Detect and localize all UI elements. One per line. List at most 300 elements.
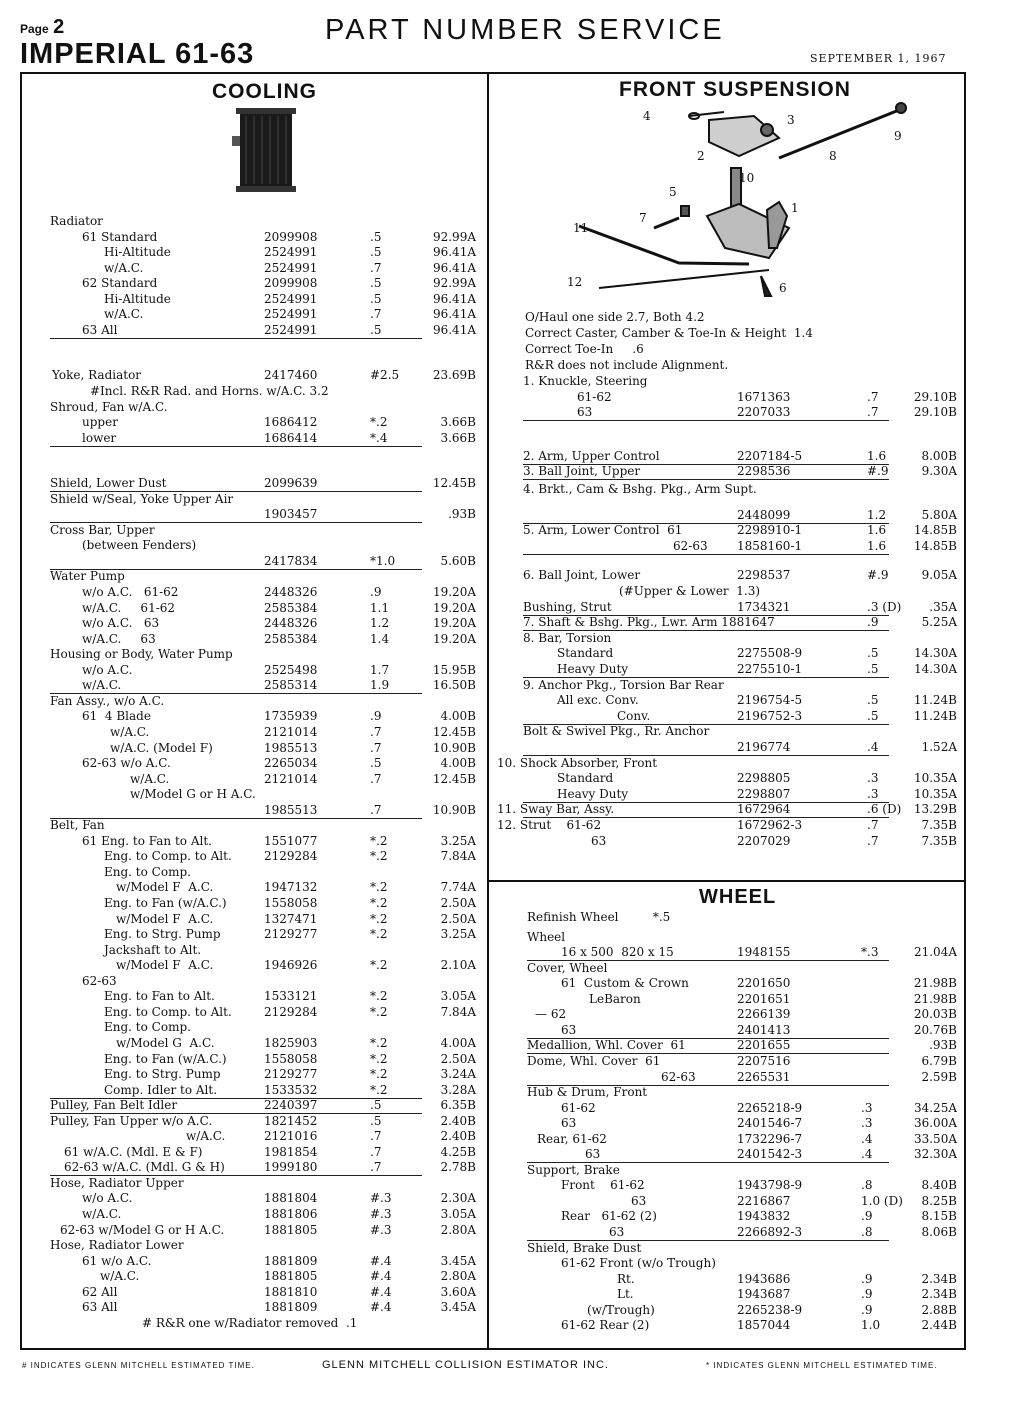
item-description: Hi-Altitude — [104, 245, 171, 260]
table-row — [30, 1145, 482, 1160]
price: 14.30A — [913, 662, 957, 676]
price: 2.30A — [440, 1191, 476, 1206]
part-number: 1734321 — [737, 599, 791, 614]
price: 8.00B — [921, 448, 957, 463]
item-description: Standard — [557, 771, 614, 786]
table-row — [497, 631, 959, 646]
price: 10.90B — [432, 802, 476, 817]
part-number: 1551077 — [264, 833, 318, 848]
table-row — [497, 508, 959, 523]
table-row — [30, 1020, 482, 1035]
table-row — [497, 1287, 959, 1302]
table-row — [30, 927, 482, 942]
part-number: 2298807 — [737, 786, 791, 801]
front-suspension-title: FRONT SUSPENSION — [619, 78, 851, 101]
part-number: 2207029 — [737, 833, 791, 848]
price: 6.79B — [921, 1053, 957, 1068]
labor-time: .5 — [370, 245, 382, 260]
table-row — [497, 1085, 959, 1100]
part-number: 1943832 — [737, 1209, 791, 1224]
table-row — [497, 802, 959, 817]
table-row — [30, 865, 482, 880]
part-number: 2266892-3 — [737, 1225, 803, 1239]
labor-time: .5 — [370, 229, 382, 244]
table-row — [497, 1241, 959, 1256]
table-row — [30, 834, 482, 849]
table-row — [497, 834, 959, 849]
labor-time: .9 — [861, 1302, 873, 1317]
table-row — [30, 569, 482, 584]
item-description: Eng. to Fan (w/A.C.) — [104, 896, 227, 910]
labor-time: #.4 — [370, 1253, 392, 1268]
labor-time: #.3 — [370, 1191, 392, 1206]
table-row — [30, 1300, 482, 1315]
item-description: Eng. to Fan to Alt. — [104, 989, 215, 1004]
part-number: 2121014 — [264, 771, 318, 786]
price: 8.15B — [921, 1209, 957, 1224]
table-row — [497, 646, 959, 661]
table-row — [30, 415, 482, 430]
item-description: 62 All — [82, 1284, 118, 1299]
table-row — [30, 912, 482, 927]
item-description: Wheel — [527, 929, 566, 944]
table-row — [30, 803, 482, 818]
table-row — [30, 678, 482, 693]
table-row — [497, 1303, 959, 1318]
table-row — [30, 989, 482, 1004]
part-number: 1732296-7 — [737, 1131, 803, 1146]
part-number: 2207184-5 — [737, 448, 803, 463]
item-description: — 62 — [535, 1007, 567, 1022]
item-description: 61-62 Rear (2) — [561, 1318, 650, 1333]
part-number: 2524991 — [264, 307, 318, 322]
item-description: Support, Brake — [527, 1162, 620, 1177]
part-number: 2099639 — [264, 476, 318, 491]
item-description: 16 x 500 820 x 15 — [561, 945, 674, 960]
price: 21.04A — [913, 945, 957, 960]
item-description: Eng. to Strg. Pump — [104, 1067, 221, 1082]
table-row — [497, 374, 959, 389]
part-number: 1857044 — [737, 1318, 791, 1333]
item-description: Heavy Duty — [557, 662, 629, 676]
table-row — [30, 1129, 482, 1144]
item-description: 61 Custom & Crown — [561, 976, 689, 991]
part-number: 1327471 — [264, 911, 318, 926]
price: 5.25A — [921, 615, 957, 630]
item-description: Bolt & Swivel Pkg., Rr. Anchor — [523, 724, 710, 739]
labor-time: .4 — [861, 1131, 873, 1146]
callout-5: 5 — [669, 185, 677, 199]
table-row — [30, 307, 482, 322]
table-row — [30, 616, 482, 631]
item-description: Water Pump — [50, 569, 125, 584]
price: 2.80A — [440, 1269, 476, 1284]
part-number: 1881804 — [264, 1191, 318, 1206]
part-number: 2129277 — [264, 1067, 318, 1082]
price: 20.03B — [913, 1007, 957, 1022]
part-number: 1943798-9 — [737, 1178, 803, 1193]
labor-time: 1.6 — [867, 448, 887, 463]
price: 36.00A — [913, 1116, 957, 1131]
part-number: 2196752-3 — [737, 708, 803, 723]
labor-time: .6 (D) — [867, 802, 902, 817]
row-underline — [523, 554, 889, 555]
part-number: 1948155 — [737, 945, 791, 960]
item-description: (#Upper & Lower 1.3) — [619, 584, 761, 598]
price: 7.84A — [440, 849, 476, 864]
front-suspension-note: O/Haul one side 2.7, Both 4.2 — [525, 310, 705, 324]
labor-time: 1.0 (D) — [861, 1193, 903, 1208]
part-number: 1881805 — [264, 1222, 318, 1237]
table-row — [497, 615, 959, 630]
item-description: 4. Brkt., Cam & Bshg. Pkg., Arm Supt. — [523, 482, 757, 496]
part-number: 2298537 — [737, 568, 791, 583]
item-description: 63 — [591, 833, 607, 848]
item-description: 63 — [577, 405, 593, 420]
item-description: 62-63 — [661, 1069, 696, 1084]
price: 2.88B — [921, 1302, 957, 1317]
item-description: Eng. to Fan (w/A.C.) — [104, 1051, 227, 1066]
part-number: 2448326 — [264, 616, 318, 631]
part-number: 1943686 — [737, 1271, 791, 1286]
item-description: 62-63 w/o A.C. — [82, 756, 171, 771]
table-row — [497, 449, 959, 464]
labor-time: *.2 — [370, 880, 388, 895]
item-description: 61-62 Front (w/o Trough) — [561, 1256, 716, 1271]
table-row — [30, 663, 482, 678]
item-description: 62 Standard — [82, 276, 158, 291]
table-row — [497, 1132, 959, 1147]
item-description: Radiator — [50, 214, 103, 228]
table-row — [30, 709, 482, 724]
labor-time: #.4 — [370, 1300, 392, 1315]
item-description: Rear 61-62 (2) — [561, 1209, 657, 1224]
price: 6.35B — [440, 1098, 476, 1113]
item-description: w/o A.C. — [82, 662, 133, 677]
table-row — [497, 724, 959, 739]
part-number: 1858160-1 — [737, 538, 803, 553]
part-number: 2099908 — [264, 276, 318, 291]
row-underline — [50, 338, 422, 339]
price: 34.25A — [913, 1100, 957, 1115]
table-row — [30, 1005, 482, 1020]
table-row — [497, 961, 959, 976]
labor-time: .5 — [370, 756, 382, 771]
labor-time: *.2 — [370, 833, 388, 848]
table-row — [497, 1178, 959, 1193]
part-number: 2201651 — [737, 991, 791, 1006]
table-row — [30, 507, 482, 522]
part-number: 2201650 — [737, 976, 791, 991]
table-row — [30, 1223, 482, 1238]
item-description: 6. Ball Joint, Lower — [523, 568, 641, 583]
table-row — [30, 554, 482, 569]
labor-time: .7 — [370, 771, 382, 786]
table-row — [30, 1160, 482, 1175]
table-row — [497, 1194, 959, 1209]
price: 10.35A — [913, 771, 957, 786]
table-row — [30, 1207, 482, 1222]
price: 2.50A — [440, 896, 476, 910]
table-row — [497, 1209, 959, 1224]
price: 92.99A — [432, 276, 476, 291]
table-row — [30, 368, 482, 383]
table-row — [497, 1256, 959, 1271]
labor-time: .7 — [370, 724, 382, 739]
table-row — [497, 1054, 959, 1069]
labor-time: .3 — [861, 1100, 873, 1115]
item-description: (w/Trough) — [587, 1302, 655, 1317]
model-title: IMPERIAL 61-63 — [20, 38, 255, 70]
table-row — [497, 910, 959, 925]
labor-time: .7 — [867, 833, 879, 848]
price: 5.60B — [440, 553, 476, 568]
labor-time: .3 — [867, 786, 879, 801]
callout-2: 2 — [697, 149, 705, 163]
item-description: Belt, Fan — [50, 818, 105, 833]
item-description: 61 w/A.C. (Mdl. E & F) — [64, 1144, 203, 1159]
labor-time: *.2 — [370, 1035, 388, 1050]
price: 2.34B — [921, 1287, 957, 1302]
price: 11.24B — [913, 693, 957, 708]
part-number: 2265531 — [737, 1069, 791, 1084]
table-row — [30, 1254, 482, 1269]
part-number: 1985513 — [264, 802, 318, 817]
labor-time: .7 — [370, 260, 382, 275]
labor-time: .7 — [370, 740, 382, 755]
item-description: 63 All — [82, 322, 118, 337]
table-row — [497, 945, 959, 960]
table-row — [30, 1285, 482, 1300]
labor-time: .5 — [370, 322, 382, 337]
part-number: 2298910-1 — [737, 523, 803, 538]
labor-time: .7 — [370, 802, 382, 817]
table-row — [30, 1176, 482, 1191]
part-number: 1981854 — [264, 1144, 318, 1159]
price: .93B — [448, 507, 476, 522]
item-description: Fan Assy., w/o A.C. — [50, 693, 165, 708]
table-row — [30, 261, 482, 276]
price: 10.35A — [913, 786, 957, 801]
table-row — [30, 214, 482, 229]
price: 7.35B — [921, 818, 957, 832]
table-row — [30, 880, 482, 895]
part-number: 1735939 — [264, 709, 318, 724]
page-label-text: Page — [20, 22, 49, 36]
item-description: Lt. — [617, 1287, 634, 1302]
table-row — [497, 568, 959, 583]
cooling-panel — [20, 72, 489, 1350]
price: 3.25A — [440, 833, 476, 848]
price: 21.98B — [913, 976, 957, 991]
part-number: 2585314 — [264, 678, 318, 693]
price: .93B — [929, 1038, 957, 1053]
labor-time: #.3 — [370, 1222, 392, 1237]
price: 92.99A — [432, 229, 476, 244]
item-description: Pulley, Fan Belt Idler — [50, 1098, 178, 1113]
item-description: 62-63 — [673, 538, 708, 553]
table-row — [30, 896, 482, 911]
item-description: Shield, Lower Dust — [50, 476, 167, 491]
labor-time: *.2 — [370, 415, 388, 430]
labor-time: .8 — [861, 1178, 873, 1193]
table-row — [30, 818, 482, 833]
price: 4.00B — [440, 756, 476, 771]
price: 2.44B — [921, 1318, 957, 1333]
price: 4.25B — [440, 1144, 476, 1159]
table-row — [497, 390, 959, 405]
part-number: 2265034 — [264, 756, 318, 771]
footer-right: * INDICATES GLENN MITCHELL ESTIMATED TIME. — [706, 1361, 938, 1370]
table-row — [497, 787, 959, 802]
price: 7.84A — [440, 1004, 476, 1019]
callout-3: 3 — [787, 113, 795, 127]
table-row — [30, 431, 482, 446]
labor-time: .7 — [370, 1160, 382, 1175]
table-row — [497, 1272, 959, 1287]
price: 29.10B — [913, 405, 957, 420]
price: 2.40B — [440, 1129, 476, 1144]
part-number: 2196754-5 — [737, 693, 803, 708]
price: 3.25A — [440, 927, 476, 942]
part-number: 1999180 — [264, 1160, 318, 1175]
item-description: 2. Arm, Upper Control — [523, 448, 660, 463]
item-description: 63 — [609, 1225, 625, 1239]
table-row — [30, 1036, 482, 1051]
table-row — [30, 632, 482, 647]
table-row — [30, 245, 482, 260]
labor-time: *.4 — [370, 430, 388, 445]
part-number: 2266139 — [737, 1007, 791, 1022]
labor-time: *.2 — [370, 1067, 388, 1082]
price: 7.35B — [921, 833, 957, 848]
part-number: 2201655 — [737, 1038, 791, 1053]
labor-time: 1.0 — [861, 1318, 881, 1333]
table-row — [30, 384, 482, 399]
item-description: w/Model F A.C. — [116, 958, 214, 973]
table-row — [30, 1269, 482, 1284]
part-number: 2401546-7 — [737, 1116, 803, 1131]
item-description: w/A.C. (Model F) — [110, 740, 213, 755]
price: 12.45B — [432, 724, 476, 739]
item-description: Front 61-62 — [561, 1178, 645, 1193]
table-row — [30, 1052, 482, 1067]
part-number: 2129284 — [264, 1004, 318, 1019]
labor-time: .7 — [867, 389, 879, 404]
item-description: w/A.C. — [82, 1207, 122, 1221]
table-row — [497, 539, 959, 554]
callout-1: 1 — [791, 201, 799, 215]
front-suspension-note: Correct Toe-In .6 — [525, 342, 644, 356]
labor-time: .5 — [370, 1113, 382, 1128]
labor-time: 1.2 — [867, 507, 887, 522]
item-description: 1. Knuckle, Steering — [523, 374, 648, 388]
wheel-divider — [489, 880, 964, 882]
item-description: 63 — [585, 1147, 601, 1162]
labor-time: .3 — [861, 1116, 873, 1131]
item-description: 3. Ball Joint, Upper — [523, 464, 641, 479]
item-description: Bushing, Strut — [523, 599, 612, 614]
item-description: Hub & Drum, Front — [527, 1085, 648, 1100]
labor-time: *.2 — [370, 1051, 388, 1066]
price: 2.50A — [440, 911, 476, 926]
part-number: 1903457 — [264, 507, 318, 522]
labor-time: .9 — [370, 585, 382, 599]
item-description: w/Model F A.C. — [116, 880, 214, 895]
table-row — [497, 756, 959, 771]
table-row — [30, 958, 482, 973]
table-row — [497, 818, 959, 833]
price: 3.45A — [440, 1300, 476, 1315]
price: 2.50A — [440, 1051, 476, 1066]
labor-time: .5 — [370, 1098, 382, 1113]
table-row — [30, 647, 482, 662]
price: 14.30A — [913, 646, 957, 661]
item-description: 7. Shaft & Bshg. Pkg., Lwr. Arm 1881647 — [523, 615, 775, 630]
part-number: 1686412 — [264, 415, 318, 430]
price: 96.41A — [432, 260, 476, 275]
part-number: 1558058 — [264, 1051, 318, 1066]
labor-time: .9 — [370, 709, 382, 724]
item-description: w/Model G A.C. — [116, 1035, 215, 1050]
table-row — [497, 709, 959, 724]
front-suspension-note: R&R does not include Alignment. — [525, 358, 729, 372]
item-description: 11. Sway Bar, Assy. — [497, 802, 615, 817]
item-description: w/A.C. — [130, 771, 170, 786]
labor-time: .7 — [867, 405, 879, 420]
labor-time: .9 — [861, 1287, 873, 1302]
part-number: 2401413 — [737, 1022, 791, 1037]
part-number: 1533121 — [264, 989, 318, 1004]
price: 7.74A — [440, 880, 476, 895]
cooling-title: COOLING — [212, 80, 317, 103]
labor-time: .7 — [370, 1129, 382, 1144]
item-description: w/Model F A.C. — [116, 911, 214, 926]
price: 2.34B — [921, 1271, 957, 1286]
part-number: 1821452 — [264, 1113, 318, 1128]
item-description: Rear, 61-62 — [537, 1131, 607, 1146]
price: 2.80A — [440, 1222, 476, 1237]
item-description: 62-63 — [82, 973, 117, 988]
item-description: 61 Standard — [82, 229, 158, 244]
price: 96.41A — [432, 307, 476, 322]
part-number: 2099908 — [264, 229, 318, 244]
labor-time: .5 — [867, 693, 879, 708]
part-number: 2207516 — [737, 1053, 791, 1068]
wheel-title: WHEEL — [699, 886, 777, 908]
part-number: 2265238-9 — [737, 1302, 803, 1317]
part-number: 2207033 — [737, 405, 791, 420]
table-row — [497, 740, 959, 755]
price: 3.24A — [440, 1067, 476, 1082]
table-row — [30, 1191, 482, 1206]
item-description: Heavy Duty — [557, 786, 629, 801]
labor-time: *.2 — [370, 1082, 388, 1097]
labor-time: *.2 — [370, 1004, 388, 1019]
item-description: Jackshaft to Alt. — [104, 942, 202, 957]
issue-date: SEPTEMBER 1, 1967 — [810, 52, 947, 65]
price: 21.98B — [913, 991, 957, 1006]
price: 3.60A — [440, 1284, 476, 1299]
price: 1.52A — [921, 740, 957, 754]
part-number: 1671363 — [737, 389, 791, 404]
item-description: Hi-Altitude — [104, 291, 171, 306]
table-row — [497, 584, 959, 599]
table-row — [30, 725, 482, 740]
price: 9.30A — [921, 464, 957, 479]
table-row — [497, 678, 959, 693]
item-description: w/A.C. — [104, 260, 144, 275]
